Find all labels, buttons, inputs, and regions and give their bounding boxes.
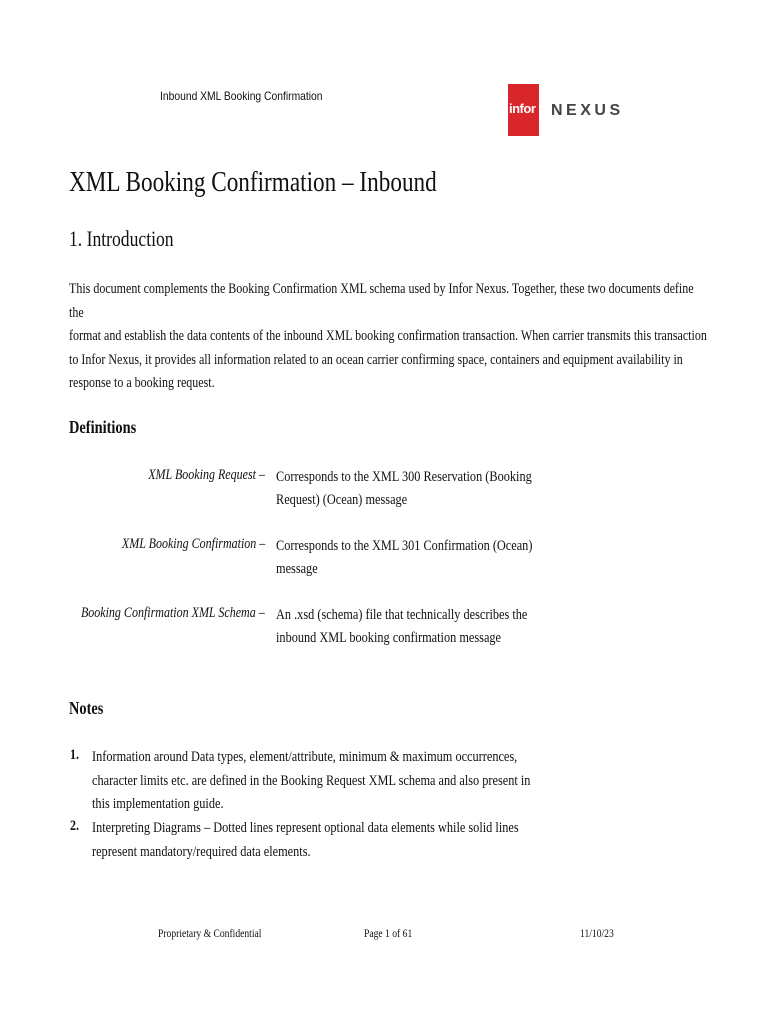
- note-number: 1.: [70, 747, 79, 763]
- infor-logo-mark: infor: [508, 84, 539, 136]
- definition-term: XML Booking Request –: [148, 467, 265, 483]
- footer-page-number: Page 1 of 61: [364, 926, 413, 940]
- footer-date: 11/10/23: [580, 926, 614, 940]
- definition-description: Corresponds to the XML 300 Reservation (Booking Request) (Ocean) message: [276, 469, 532, 508]
- intro-line: This document complements the Booking Confirmation XML schema used by Infor Nexus. Together, these two documents define the: [69, 281, 694, 321]
- document-title: XML Booking Confirmation – Inbound: [69, 166, 437, 198]
- introduction-paragraph: [69, 278, 709, 396]
- definition-term: Booking Confirmation XML Schema –: [81, 605, 265, 621]
- note-text: Information around Data types, element/attribute, minimum & maximum occurrences, character limits etc. are defined in the Booking Request XML schema and also present in this implementation guide.: [92, 749, 531, 812]
- running-header: Inbound XML Booking Confirmation: [160, 89, 323, 103]
- note-number: 2.: [70, 818, 79, 834]
- definition-description: Corresponds to the XML 301 Confirmation (Ocean) message: [276, 538, 533, 577]
- notes-heading: Notes: [69, 698, 104, 718]
- intro-line: response to a booking request.: [69, 375, 215, 391]
- introduction-heading: 1. Introduction: [69, 226, 174, 251]
- intro-line: format and establish the data contents of the inbound XML booking confirmation transaction. When carrier transmits this transaction: [69, 328, 707, 344]
- nexus-wordmark: NEXUS: [551, 102, 624, 119]
- intro-line: to Infor Nexus, it provides all information related to an ocean carrier confirming space, containers and equipment availability in: [69, 351, 683, 368]
- note-text: Interpreting Diagrams – Dotted lines represent optional data elements while solid lines represent mandatory/required data elements.: [92, 820, 519, 860]
- definition-term: XML Booking Confirmation –: [121, 536, 265, 552]
- definitions-heading: Definitions: [69, 417, 137, 437]
- footer-confidential: Proprietary & Confidential: [158, 926, 262, 940]
- infor-nexus-logo: [508, 84, 624, 136]
- definition-description: An .xsd (schema) file that technically describes the inbound XML booking confirmation message: [276, 607, 528, 646]
